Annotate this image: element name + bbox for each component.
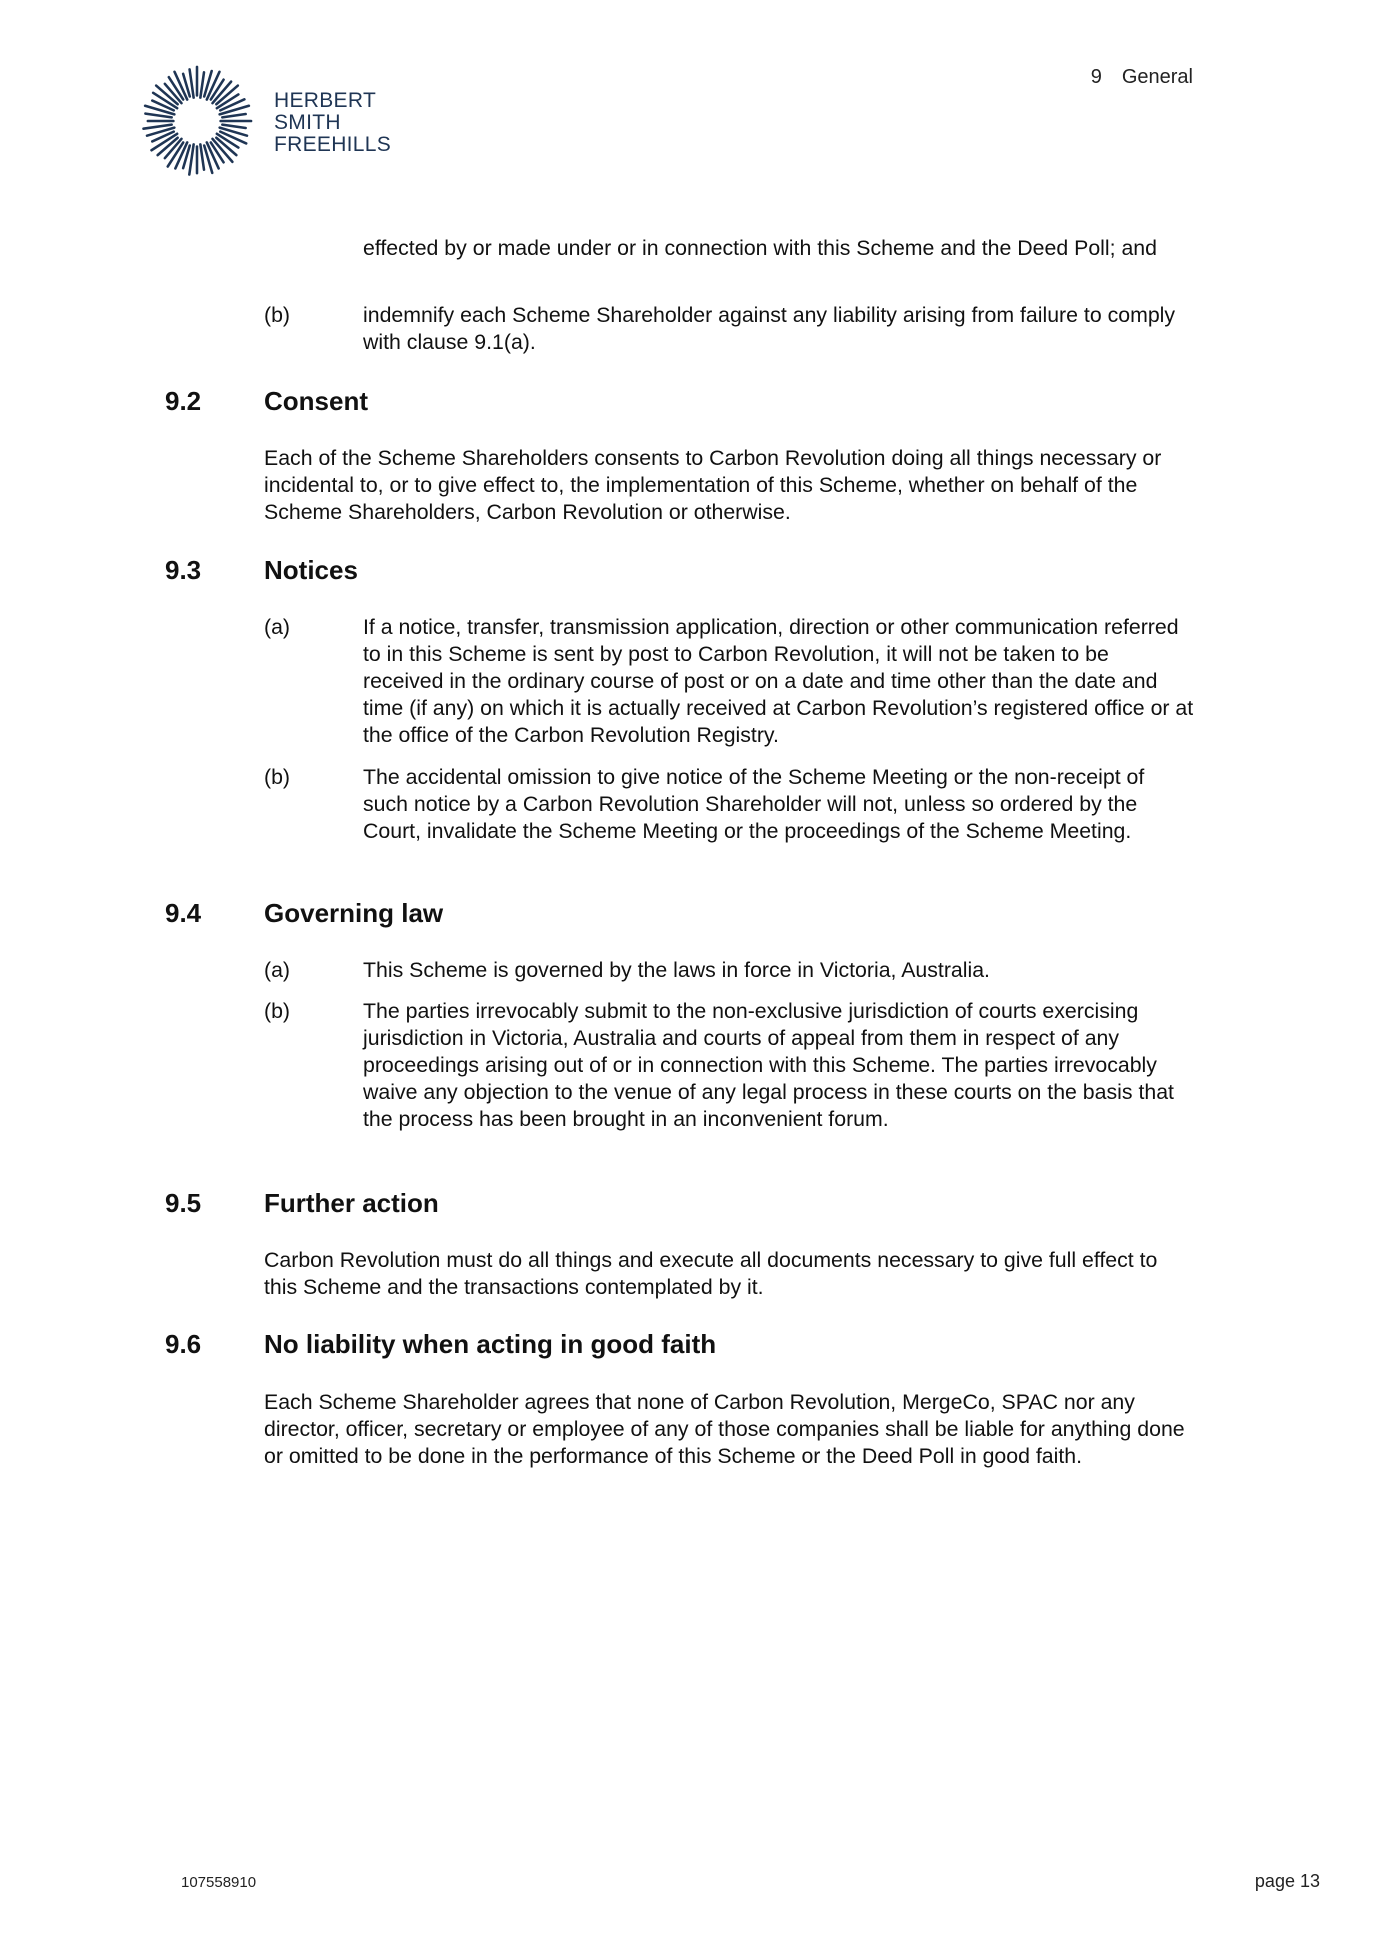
continuation-item-b [264, 302, 1194, 356]
governing-law-item-a [264, 957, 1194, 984]
continuation-text: effected by or made under or in connection with this Scheme and the Deed Poll; and [363, 236, 1157, 260]
firm-name-line-1: HERBERT [274, 89, 377, 112]
firm-name-line-3: FREEHILLS [274, 133, 392, 156]
section-number-9-2: 9.2 [165, 386, 202, 416]
logo-ray [222, 114, 245, 117]
logo-ray [200, 72, 204, 97]
logo-ray [222, 125, 245, 128]
item-text: The accidental omission to give notice of the Scheme Meeting or the non-receipt of such notice by a Carbon Revolution Shareholder will not, unless so ordered by the Court, invalidate the Scheme Meeting or the proceedings of the Scheme Meeting. [363, 765, 1145, 843]
notices-item-b [264, 764, 1194, 845]
section-number-9-5: 9.5 [165, 1188, 202, 1218]
item-label: (b) [264, 999, 291, 1023]
firm-name [274, 90, 391, 156]
section-title-notices: Notices [264, 555, 358, 585]
section-title-further-action: Further action [264, 1188, 439, 1218]
firm-logo-sunburst-icon [138, 62, 256, 180]
item-text: indemnify each Scheme Shareholder against any liability arising from failure to comply with clause 9.1(a). [363, 303, 1176, 354]
running-header-number: 9 [1090, 66, 1102, 88]
running-header [1091, 66, 1193, 89]
section-title-consent: Consent [264, 386, 368, 416]
item-label: (a) [264, 958, 291, 982]
item-label: (b) [264, 765, 291, 789]
notices-item-a [264, 614, 1194, 749]
governing-law-item-b [264, 998, 1194, 1133]
section-title-governing-law: Governing law [264, 898, 444, 928]
running-header-title: General [1121, 66, 1193, 88]
document-id: 107558910 [181, 1874, 257, 1891]
further-action-paragraph: Carbon Revolution must do all things and execute all documents necessary to give full effect to this Scheme and the transactions contemplated by it. [264, 1248, 1158, 1299]
item-text: The parties irrevocably submit to the non-exclusive jurisdiction of courts exercising jurisdiction in Victoria, Australia and courts of appeal from them in respect of any proceedings arising out of or in connection with this Scheme. The parties irrevocably waive any objection to the venue of any legal process in these courts on the basis that the process has been brought in an inconvenient forum. [363, 999, 1174, 1131]
section-title-no-liability: No liability when acting in good faith [264, 1329, 717, 1359]
logo-ray [143, 125, 171, 129]
section-number-9-4: 9.4 [165, 898, 202, 928]
section-number-9-6: 9.6 [165, 1329, 202, 1359]
item-label: (a) [264, 615, 291, 639]
item-label: (b) [264, 303, 291, 327]
section-number-9-3: 9.3 [165, 555, 202, 585]
no-liability-paragraph: Each Scheme Shareholder agrees that none of Carbon Revolution, MergeCo, SPAC nor any director, officer, secretary or employee of any of those companies shall be liable for anything done or omitted to be done in the performance of this Scheme or the Deed Poll in good faith. [264, 1390, 1185, 1468]
logo-ray [145, 114, 171, 118]
item-text: This Scheme is governed by the laws in force in Victoria, Australia. [363, 958, 990, 982]
logo-ray [200, 144, 204, 169]
consent-paragraph: Each of the Scheme Shareholders consents to Carbon Revolution doing all things necessary or incidental to, or to give effect to, the implementation of this Scheme, whether on behalf of the Scheme Shareholders, Carbon Revolution or otherwise. [264, 446, 1162, 524]
page-number: page 13 [1254, 1871, 1320, 1891]
firm-name-line-2: SMITH [274, 111, 341, 134]
item-text: If a notice, transfer, transmission application, direction or other communication referred to in this Scheme is sent by post to Carbon Revolution, it will not be taken to be received in the ordinary course of post or on a date and time other than the date and time (if any) on which it is actually received at Carbon Revolution’s registered office or at the office of the Carbon Revolution Registry. [363, 615, 1194, 747]
